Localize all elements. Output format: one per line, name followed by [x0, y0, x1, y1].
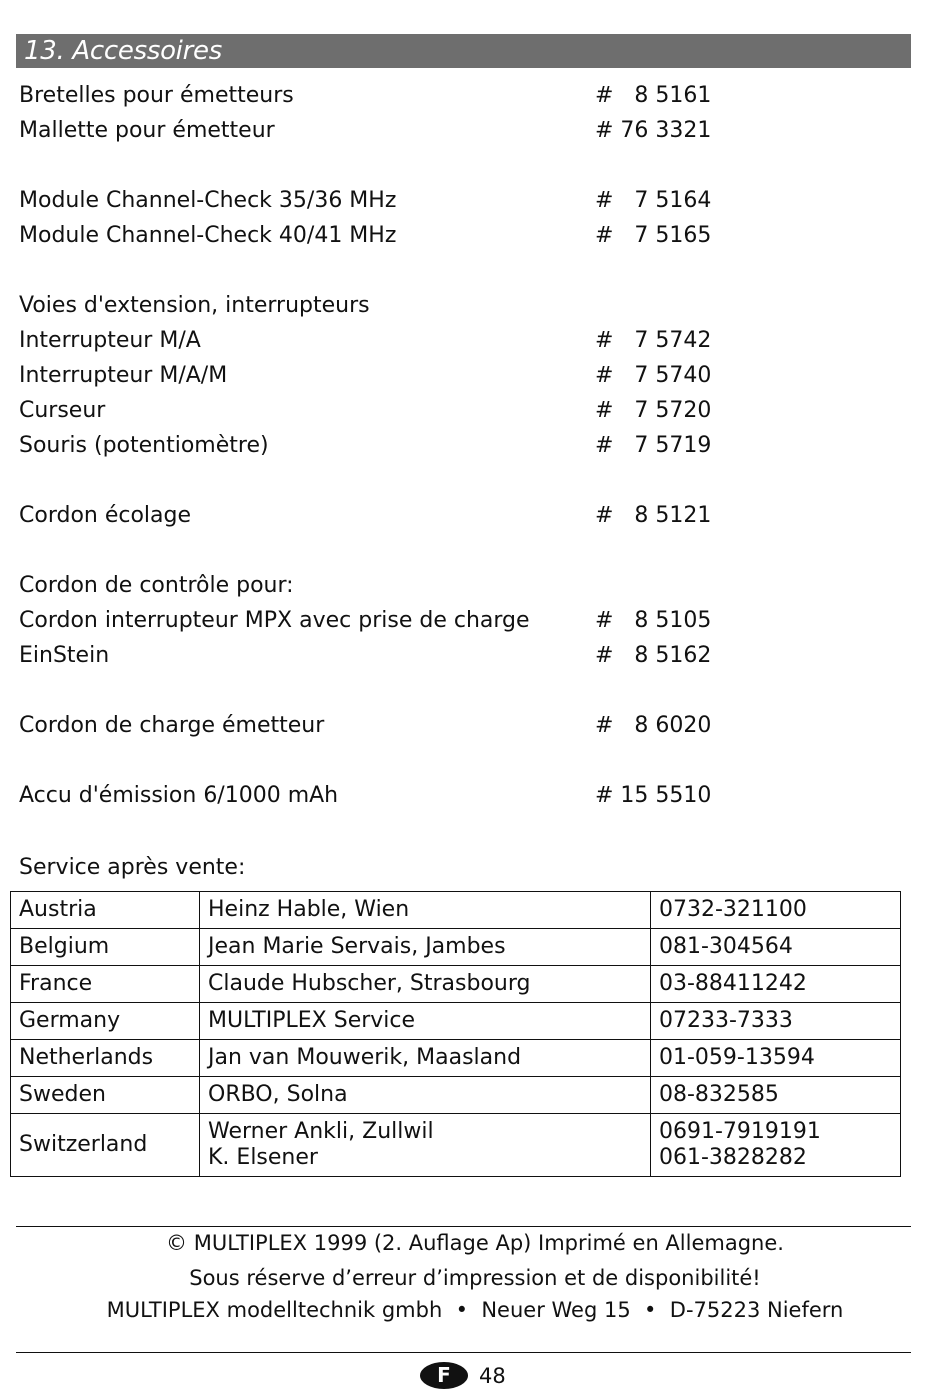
- service-country: France: [11, 966, 200, 1003]
- service-country: Switzerland: [11, 1114, 200, 1177]
- service-phone-line: 061-3828282: [659, 1145, 807, 1170]
- accessory-name: Curseur: [19, 398, 106, 423]
- accessory-item: [19, 326, 899, 356]
- footer-disclaimer: Sous réserve d’erreur d’impression et de disponibilité!: [189, 1266, 761, 1290]
- service-phone-line: 08-832585: [659, 1082, 779, 1107]
- accessory-number: # 8 5105: [595, 608, 712, 633]
- service-contact-line: ORBO, Solna: [208, 1082, 348, 1107]
- service-contact: [200, 892, 651, 929]
- service-country: Sweden: [11, 1077, 200, 1114]
- service-contact: [200, 929, 651, 966]
- service-phone: [651, 1114, 901, 1177]
- accessory-name: Interrupteur M/A/M: [19, 363, 228, 388]
- service-country: Austria: [11, 892, 200, 929]
- service-phone-line: 0691-7919191: [659, 1119, 821, 1144]
- accessory-item: [19, 116, 899, 146]
- service-contact-line: Werner Ankli, Zullwil: [208, 1119, 434, 1144]
- accessory-item: [19, 571, 899, 601]
- accessory-item: [19, 501, 899, 531]
- accessory-item: [19, 606, 899, 636]
- accessory-name: Mallette pour émetteur: [19, 118, 275, 143]
- accessory-number: # 7 5719: [595, 433, 712, 458]
- service-contact-line: Jan van Mouwerik, Maasland: [208, 1045, 522, 1070]
- accessory-name: Cordon de charge émetteur: [19, 713, 325, 738]
- service-contact-line: Jean Marie Servais, Jambes: [208, 934, 506, 959]
- accessory-item: [19, 291, 899, 321]
- section-header: [16, 34, 911, 68]
- section-title: 13. Accessoires: [24, 36, 222, 66]
- accessory-item: [19, 361, 899, 391]
- accessory-number: # 15 5510: [595, 783, 712, 808]
- accessory-number: # 7 5164: [595, 188, 712, 213]
- accessory-name: Cordon de contrôle pour:: [19, 573, 294, 598]
- service-contact: [200, 1077, 651, 1114]
- service-phone: [651, 929, 901, 966]
- service-contact: [200, 1040, 651, 1077]
- service-phone: [651, 1040, 901, 1077]
- footer-copyright: © MULTIPLEX 1999 (2. Auflage Ap) Imprimé en Allemagne.: [166, 1231, 784, 1255]
- service-phone-line: 01-059-13594: [659, 1045, 815, 1070]
- service-country: Germany: [11, 1003, 200, 1040]
- service-phone-line: 081-304564: [659, 934, 793, 959]
- service-row: [11, 966, 901, 1003]
- service-row: [11, 1114, 901, 1177]
- accessory-number: # 8 5161: [595, 83, 712, 108]
- accessory-item: [19, 711, 899, 741]
- service-phone: [651, 1003, 901, 1040]
- service-row: [11, 1003, 901, 1040]
- service-country: Netherlands: [11, 1040, 200, 1077]
- service-contact-line: K. Elsener: [208, 1145, 318, 1170]
- service-row: [11, 1040, 901, 1077]
- accessory-number: # 7 5740: [595, 363, 712, 388]
- accessory-name: Souris (potentiomètre): [19, 433, 269, 458]
- service-contact-line: MULTIPLEX Service: [208, 1008, 416, 1033]
- accessory-item: [19, 396, 899, 426]
- accessory-item: [19, 431, 899, 461]
- accessory-name: Voies d'extension, interrupteurs: [19, 293, 370, 318]
- accessory-item: [19, 781, 899, 811]
- accessory-number: # 7 5742: [595, 328, 712, 353]
- accessory-name: Module Channel-Check 35/36 MHz: [19, 188, 397, 213]
- accessory-number: # 8 5121: [595, 503, 712, 528]
- accessory-name: Interrupteur M/A: [19, 328, 201, 353]
- service-phone: [651, 1077, 901, 1114]
- accessory-item: [19, 641, 899, 671]
- accessory-item: [19, 186, 899, 216]
- service-phone-line: 07233-7333: [659, 1008, 793, 1033]
- accessory-name: Module Channel-Check 40/41 MHz: [19, 223, 397, 248]
- page-number: 48: [479, 1364, 506, 1388]
- footer-top-rule: [16, 1226, 911, 1227]
- service-phone-line: 0732-321100: [659, 897, 807, 922]
- accessory-number: # 8 5162: [595, 643, 712, 668]
- service-row: [11, 929, 901, 966]
- footer-address: MULTIPLEX modelltechnik gmbh • Neuer Weg 15 • D-75223 Niefern: [106, 1298, 844, 1322]
- accessory-name: Cordon interrupteur MPX avec prise de charge: [19, 608, 530, 633]
- service-contact: [200, 1003, 651, 1040]
- service-contact: [200, 1114, 651, 1177]
- service-heading: Service après vente:: [19, 855, 246, 880]
- accessory-number: # 8 6020: [595, 713, 712, 738]
- service-contact-line: Heinz Hable, Wien: [208, 897, 410, 922]
- accessory-number: # 76 3321: [595, 118, 712, 143]
- service-contact: [200, 966, 651, 1003]
- accessory-item: [19, 81, 899, 111]
- service-contact-line: Claude Hubscher, Strasbourg: [208, 971, 531, 996]
- accessory-name: EinStein: [19, 643, 110, 668]
- footer-bottom-rule: [16, 1352, 911, 1353]
- service-phone: [651, 966, 901, 1003]
- accessory-number: # 7 5720: [595, 398, 712, 423]
- service-table: [10, 891, 901, 1177]
- accessory-item: [19, 221, 899, 251]
- service-country: Belgium: [11, 929, 200, 966]
- language-badge: F: [420, 1362, 468, 1389]
- accessory-name: Bretelles pour émetteurs: [19, 83, 294, 108]
- service-row: [11, 1077, 901, 1114]
- service-row: [11, 892, 901, 929]
- accessory-number: # 7 5165: [595, 223, 712, 248]
- service-phone: [651, 892, 901, 929]
- accessory-name: Accu d'émission 6/1000 mAh: [19, 783, 339, 808]
- accessory-name: Cordon écolage: [19, 503, 192, 528]
- service-phone-line: 03-88411242: [659, 971, 807, 996]
